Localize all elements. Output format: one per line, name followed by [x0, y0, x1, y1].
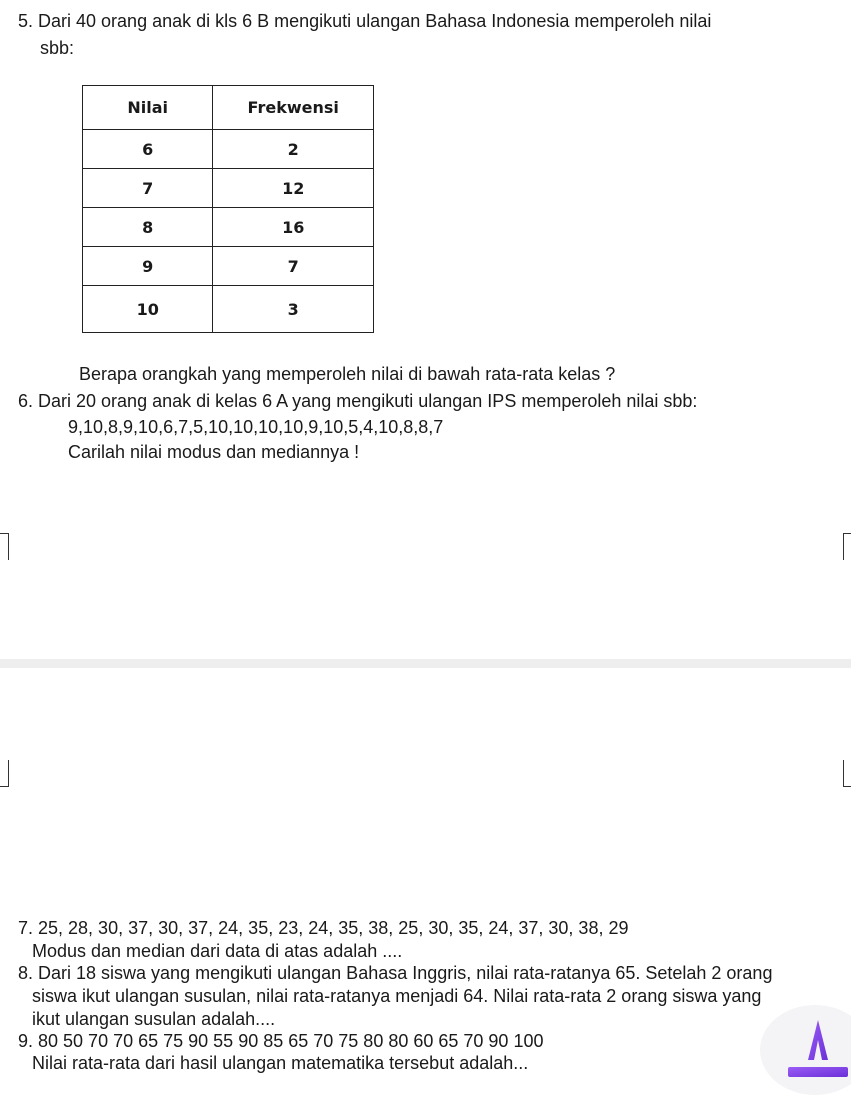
q9-data: 9. 80 50 70 70 65 75 90 55 90 85 65 70 75 80 80 60 65 70 90 100 — [18, 1031, 544, 1051]
table-cell: 6 — [83, 130, 213, 169]
q8-text-line3: ikut ulangan susulan adalah.... — [32, 1009, 276, 1029]
table-cell: 7 — [83, 169, 213, 208]
q6-data: 9,10,8,9,10,6,7,5,10,10,10,10,9,10,5,4,10,8,8,7 — [68, 417, 444, 437]
crop-corner-bottom-left — [0, 760, 9, 787]
frequency-table — [82, 85, 374, 333]
q8-text-line2: siswa ikut ulangan susulan, nilai rata-ratanya menjadi 64. Nilai rata-rata 2 orang siswa yang — [32, 986, 762, 1006]
q6-text-line1: 6. Dari 20 orang anak di kelas 6 A yang mengikuti ulangan IPS memperoleh nilai sbb: — [18, 391, 698, 411]
q7-question: Modus dan median dari data di atas adalah .... — [32, 941, 403, 961]
table-row — [83, 169, 374, 208]
brand-logo-icon[interactable] — [788, 1010, 848, 1077]
table-row — [83, 208, 374, 247]
crop-corner-bottom-right — [843, 760, 851, 787]
q7-data: 7. 25, 28, 30, 37, 30, 37, 24, 35, 23, 24, 35, 38, 25, 30, 35, 24, 37, 30, 38, 29 — [18, 918, 629, 938]
table-row — [83, 130, 374, 169]
table-header-cell: Nilai — [83, 86, 213, 130]
q9-question: Nilai rata-rata dari hasil ulangan matematika tersebut adalah... — [32, 1053, 529, 1073]
q5-text-line2: sbb: — [40, 38, 75, 58]
q6-question: Carilah nilai modus dan mediannya ! — [68, 442, 360, 462]
table-row — [83, 286, 374, 333]
q5-text-line1: 5. Dari 40 orang anak di kls 6 B mengikuti ulangan Bahasa Indonesia memperoleh nilai — [18, 11, 712, 31]
table-row — [83, 247, 374, 286]
table-header-row — [83, 86, 374, 130]
table-cell: 8 — [83, 208, 213, 247]
table-cell: 10 — [83, 286, 213, 333]
table-header-cell: Frekwensi — [213, 86, 374, 130]
table-cell: 7 — [213, 247, 374, 286]
crop-corner-top-right — [843, 533, 851, 560]
table-cell: 16 — [213, 208, 374, 247]
q5-question: Berapa orangkah yang memperoleh nilai di bawah rata-rata kelas ? — [79, 364, 616, 384]
q8-text-line1: 8. Dari 18 siswa yang mengikuti ulangan Bahasa Inggris, nilai rata-ratanya 65. Setelah 2 orang — [18, 963, 773, 983]
table-cell: 9 — [83, 247, 213, 286]
table-cell: 3 — [213, 286, 374, 333]
section-divider — [0, 659, 851, 668]
crop-corner-top-left — [0, 533, 9, 560]
table-cell: 12 — [213, 169, 374, 208]
table-cell: 2 — [213, 130, 374, 169]
